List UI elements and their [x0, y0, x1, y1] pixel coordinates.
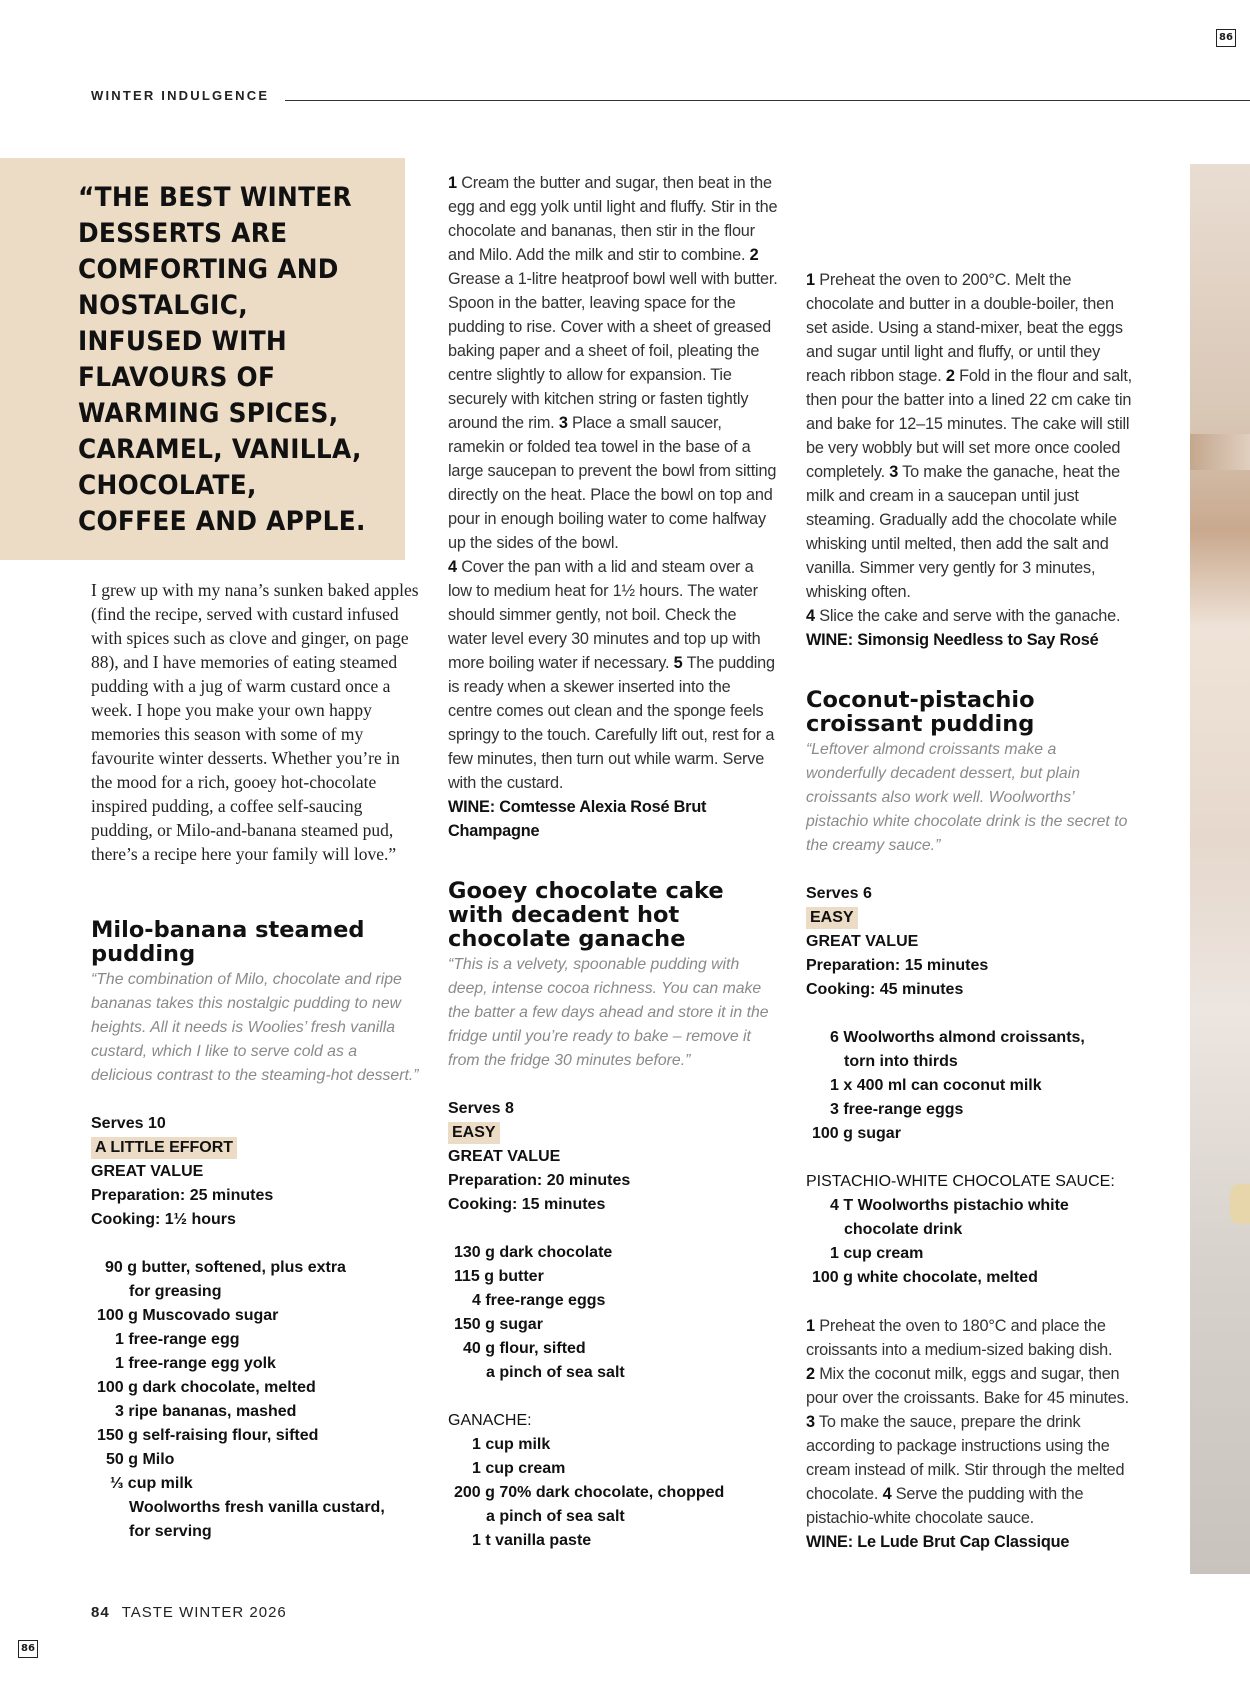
serves: Serves 8 — [448, 1100, 514, 1117]
value-label: GREAT VALUE — [91, 1163, 204, 1180]
step-number: 4 — [882, 1485, 892, 1503]
ingredient: a pinch of sea salt — [486, 1508, 625, 1525]
recipe-meta — [91, 1112, 421, 1232]
ingredient: 130 g dark chocolate — [454, 1244, 613, 1261]
sauce-label: PISTACHIO-WHITE CHOCOLATE SAUCE: — [806, 1173, 1115, 1190]
step-text: Grease a 1-litre heatproof bowl well with butter. Spoon in the batter, leaving space for the pudding to rise. Cover with a sheet of greased baking paper and a sheet of foil, pleating the centre slightly to allow for expansion. Tie securely with kitchen string or fasten tightly around the rim. — [448, 270, 778, 432]
ingredient: chocolate drink — [844, 1221, 963, 1238]
step-text: Cream the butter and sugar, then beat in the egg and egg yolk until light and fluffy. Stir in the chocolate and bananas, then stir in the flour and Milo. Add the milk and stir to combine. — [448, 174, 778, 264]
ingredient: 4 free-range eggs — [472, 1292, 606, 1309]
recipe-intro: “This is a velvety, spoonable pudding with deep, intense cocoa richness. You can make the batter a few days ahead and store it in the fridge until you’re ready to bake – remove it from the fridge 30 minutes before.” — [448, 956, 769, 1069]
ingredient: 100 g sugar — [812, 1125, 901, 1142]
footer-magazine: TASTE WINTER 2026 — [121, 1604, 287, 1621]
step-text: Place a small saucer, ramekin or folded tea towel in the base of a large saucepan to prevent the bowl from sitting directly on the heat. Place the bowl on top and pour in enough boiling water to come halfway up the sides of the bowl. — [448, 414, 777, 552]
ingredient: 90 g butter, softened, plus extra — [105, 1259, 346, 1276]
step-number: 2 — [945, 367, 955, 385]
step-text: Preheat the oven to 200°C. Melt the chocolate and butter in a double-boiler, then set aside. Using a stand-mixer, beat the eggs and sugar until light and fluffy, or until they reach ribbon stage. — [806, 271, 1123, 385]
column-3 — [806, 268, 1136, 1554]
step-number: 3 — [558, 414, 568, 432]
prep-time: Preparation: 20 minutes — [448, 1172, 631, 1189]
column-1 — [91, 578, 421, 1544]
step-number: 2 — [806, 1365, 815, 1383]
cook-time: Cooking: 1½ hours — [91, 1211, 236, 1228]
recipe-intro: “Leftover almond croissants make a wonderfully decadent dessert, but plain croissants also work well. Woolworths’ pistachio white chocolate drink is the secret to the creamy sauce.” — [806, 741, 1128, 854]
ingredient: 1 t vanilla paste — [472, 1532, 592, 1549]
step-text: To make the ganache, heat the milk and cream in a saucepan until just steaming. Gradually add the chocolate while whisking until melted, then add the salt and vanilla. Simmer very gently for 3 minutes, whisking often. — [806, 463, 1120, 601]
ingredient-list — [91, 1256, 421, 1544]
recipe-intro: “The combination of Milo, chocolate and ripe bananas takes this nostalgic pudding to new heights. All it needs is Woolies’ fresh vanilla custard, which I like to serve cold as a delicious contrast to the steaming-hot dessert.” — [91, 971, 419, 1084]
footer-page-number: 84 — [91, 1604, 110, 1621]
wine-pairing: WINE: Comtesse Alexia Rosé Brut Champagne — [448, 798, 707, 840]
step-number: 4 — [448, 558, 457, 576]
step-text: Fold in the flour and salt, then pour the batter into a lined 22 cm cake tin and bake for 12–15 minutes. The cake will still be very wobbly but will set more once cooled completely. — [806, 367, 1133, 481]
ingredient: torn into thirds — [844, 1053, 958, 1070]
ingredient: 1 free-range egg yolk — [115, 1355, 276, 1372]
step-number: 1 — [806, 271, 815, 289]
step-number: 1 — [448, 174, 457, 192]
step-number: 2 — [749, 246, 759, 264]
cook-time: Cooking: 15 minutes — [448, 1196, 606, 1213]
ingredient: 100 g Muscovado sugar — [97, 1307, 279, 1324]
wine-pairing: WINE: Simonsig Needless to Say Rosé — [806, 631, 1099, 649]
difficulty-badge: EASY — [448, 1122, 500, 1144]
step-text: Mix the coconut milk, eggs and sugar, then pour over the croissants. Bake for 45 minutes. — [806, 1365, 1129, 1407]
method — [806, 1314, 1136, 1554]
ingredient: 100 g dark chocolate, melted — [97, 1379, 316, 1396]
pull-quote-box — [0, 158, 405, 560]
step-text: Cover the pan with a lid and steam over a low to medium heat for 1½ hours. The water should simmer gently, not boil. Check the water level every 30 minutes and top up with more boiling water if necessary. — [448, 558, 761, 672]
serves: Serves 6 — [806, 885, 872, 902]
value-label: GREAT VALUE — [448, 1148, 561, 1165]
difficulty-badge: EASY — [806, 907, 858, 929]
ingredient: 115 g butter — [454, 1268, 544, 1285]
step-text: Slice the cake and serve with the ganache. — [819, 607, 1121, 625]
ingredient: for serving — [129, 1523, 212, 1540]
ingredient: 1 free-range egg — [115, 1331, 240, 1348]
ingredient: 1 cup cream — [472, 1460, 566, 1477]
ingredient: 1 x 400 ml can coconut milk — [830, 1077, 1042, 1094]
step-number: 3 — [889, 463, 899, 481]
step-text: To make the sauce, prepare the drink according to package instructions using the cream instead of milk. Stir through the melted chocolate. — [806, 1413, 1125, 1503]
step-text: The pudding is ready when a skewer inserted into the centre comes out clean and the sponge feels springy to the touch. Carefully lift out, rest for a few minutes, then turn out while warm. Serve with the custard. — [448, 654, 775, 792]
recipe-meta — [806, 882, 1136, 1002]
ingredient: 1 cup milk — [472, 1436, 551, 1453]
page-number-box: 86 — [1216, 29, 1236, 47]
ingredient: 6 Woolworths almond croissants, — [830, 1029, 1085, 1046]
ingredient: 200 g 70% dark chocolate, chopped — [454, 1484, 725, 1501]
sauce-list — [806, 1170, 1136, 1290]
serves: Serves 10 — [91, 1115, 166, 1132]
ingredient: 100 g white chocolate, melted — [812, 1269, 1038, 1286]
section-label: WINTER INDULGENCE — [91, 88, 270, 103]
ingredient: 150 g sugar — [454, 1316, 543, 1333]
wine-pairing: WINE: Le Lude Brut Cap Classique — [806, 1533, 1070, 1551]
ganache-list — [448, 1409, 778, 1553]
ingredient: 50 g Milo — [106, 1451, 175, 1468]
page-number-box-bottom: 86 — [18, 1640, 38, 1658]
prep-time: Preparation: 15 minutes — [806, 957, 989, 974]
header-rule — [285, 100, 1250, 101]
step-number: 4 — [806, 607, 815, 625]
ingredient-list — [806, 1026, 1136, 1146]
photo-band — [1190, 434, 1250, 470]
step-text: Preheat the oven to 180°C and place the croissants into a medium-sized baking dish. — [806, 1317, 1113, 1359]
ingredient: 40 g flour, sifted — [463, 1340, 586, 1357]
ingredient: 4 T Woolworths pistachio white — [830, 1197, 1069, 1214]
ingredient: a pinch of sea salt — [486, 1364, 625, 1381]
ingredient: 3 ripe bananas, mashed — [115, 1403, 297, 1420]
step-text: Serve the pudding with the pistachio-white chocolate sauce. — [806, 1485, 1084, 1527]
cook-time: Cooking: 45 minutes — [806, 981, 964, 998]
ingredient-list — [448, 1241, 778, 1385]
ingredient: 3 free-range eggs — [830, 1101, 964, 1118]
food-photo-edge — [1190, 164, 1250, 1574]
value-label: GREAT VALUE — [806, 933, 919, 950]
section-header — [91, 88, 1250, 108]
method — [448, 171, 778, 843]
column-2 — [448, 171, 778, 1553]
ingredient: 150 g self-raising flour, sifted — [97, 1427, 319, 1444]
recipe-meta — [448, 1097, 778, 1217]
ingredient: Woolworths fresh vanilla custard, — [129, 1499, 385, 1516]
step-number: 5 — [673, 654, 683, 672]
step-number: 3 — [806, 1413, 815, 1431]
recipe-title: Gooey chocolate cake with decadent hot chocolate ganache — [448, 878, 724, 952]
page-footer — [91, 1604, 287, 1621]
prep-time: Preparation: 25 minutes — [91, 1187, 274, 1204]
intro-paragraph: I grew up with my nana’s sunken baked apples (find the recipe, served with custard infused with spices such as clove and ginger, on page 88), and I have memories of eating steamed pudding with a jug of warm custard once a week. I hope you make your own happy memories this season with some of my favourite winter desserts. Whether you’re in the mood for a rich, gooey hot-chocolate inspired pudding, a coffee self-saucing pudding, or Milo-and-banana steamed pud, there’s a recipe here your family will love.” — [91, 580, 419, 864]
recipe-title: Milo-banana steamed pudding — [91, 917, 365, 967]
step-number: 1 — [806, 1317, 815, 1335]
method — [806, 268, 1136, 652]
pull-quote: “THE BEST WINTER DESSERTS ARE COMFORTING AND NOSTALGIC, INFUSED WITH FLAVOURS OF WARMING SPICES, CARAMEL, VANILLA, CHOCOLATE, COFFEE AND APPLE. — [78, 182, 366, 537]
ingredient: for greasing — [129, 1283, 222, 1300]
photo-detail — [1230, 1184, 1250, 1224]
recipe-title: Coconut-pistachio croissant pudding — [806, 687, 1035, 737]
ingredient: ⅓ cup milk — [110, 1475, 193, 1492]
ingredient: 1 cup cream — [830, 1245, 924, 1262]
sauce-label: GANACHE: — [448, 1412, 532, 1429]
difficulty-badge: A LITTLE EFFORT — [91, 1137, 237, 1159]
